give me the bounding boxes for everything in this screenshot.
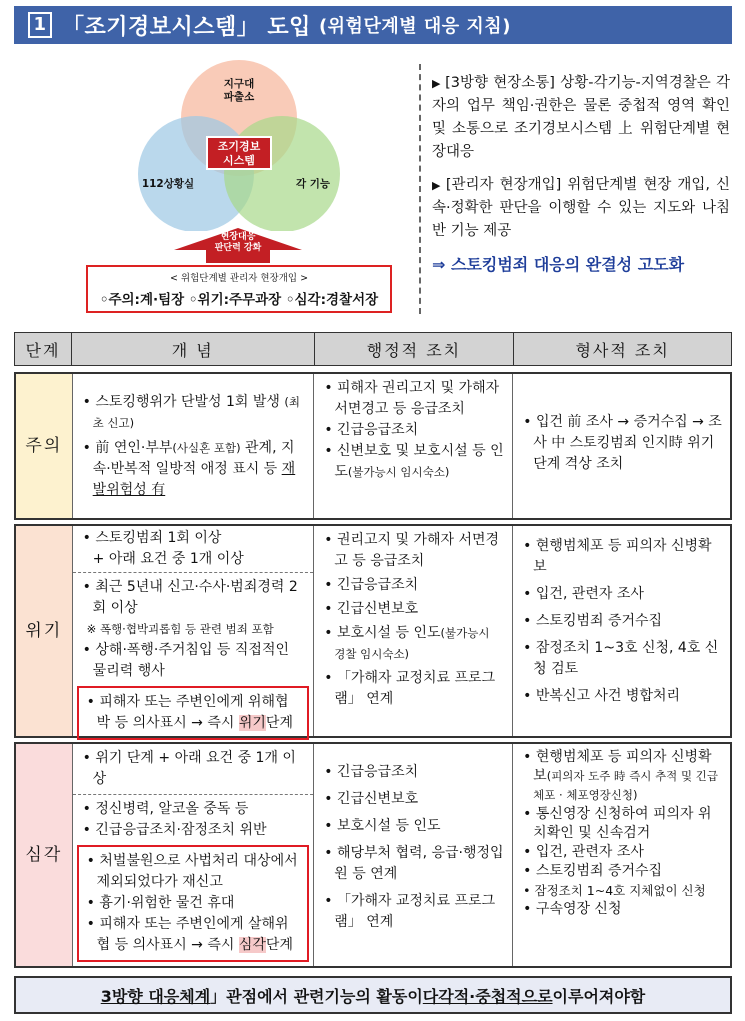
section-number: 1 xyxy=(28,12,52,38)
caution-concept xyxy=(73,374,315,518)
list-item: • 긴급응급조치 xyxy=(324,422,419,438)
list-item: • 최근 5년내 신고·수사·범죄경력 2회 이상 xyxy=(82,579,298,616)
triangle-bullet-icon: ▶ xyxy=(432,77,442,90)
list-item: • 입건, 관련자 조사 xyxy=(523,586,644,602)
overview-section xyxy=(14,56,732,318)
list-item: • 스토킹범죄 증거수집 xyxy=(523,863,663,879)
vertical-divider xyxy=(419,64,421,314)
list-item: • 피해자 권리고지 및 가해자 서면경고 등 응급조치 xyxy=(324,380,500,417)
manager-box-title: < 위험단계별 관리자 현장개입 > xyxy=(169,273,309,284)
crisis-criminal xyxy=(513,526,730,736)
stage-row-crisis xyxy=(14,524,732,738)
manager-box-levels: ◦주의:계·팀장 ◦위기:주무과장 ◦심각:경찰서장 xyxy=(99,292,379,308)
venn-center-label: 조기경보 시스템 xyxy=(206,136,272,170)
manager-intervention-box xyxy=(86,265,392,313)
section-title: 「조기경보시스템」 도입 xyxy=(62,14,311,40)
severe-threat-box xyxy=(77,845,310,962)
stage-table-header xyxy=(14,332,732,366)
list-item: • 스토킹행위가 단발성 1회 발생 (최초 신고) xyxy=(82,394,300,430)
severe-base-condition: • 위기 단계 + 아래 요건 중 1개 이상 xyxy=(82,750,296,787)
stage-row-severe xyxy=(14,742,732,968)
list-item: • 스토킹범죄 증거수집 xyxy=(523,613,663,629)
stage-label-crisis: 위기 xyxy=(16,526,73,736)
summary-banner: 3방향 대응체계 」관점에서 관련기능의 활동이 다각적·중첩적으로 이루어져야함 xyxy=(14,976,732,1014)
list-item: • 잠정조치 1~3호 신청, 4호 신청 검토 xyxy=(523,640,719,677)
section-title-bar xyxy=(14,6,732,44)
header-stage: 단계 xyxy=(15,333,72,366)
summary-emphasis: 다각적·중첩적으로 xyxy=(422,986,553,1006)
list-item: • 前 연인·부부(사실혼 포함) 관계, 지속·반복적 일방적 애정 표시 등 재발위험성 有 xyxy=(82,440,296,498)
overview-text xyxy=(432,72,730,276)
venn-label-top: 지구대 파출소 xyxy=(223,78,255,103)
list-item: • 잠정조치 1~4호 지체없이 신청 xyxy=(523,883,706,898)
list-item: • 보호시설 등 인도 xyxy=(324,818,441,834)
crisis-conditions xyxy=(73,572,314,686)
venn-label-right: 각 기능 xyxy=(295,178,331,190)
header-criminal: 형사적 조치 xyxy=(514,333,732,366)
overview-point-1: ▶ [3방향 현장소통] 상황-각기능-지역경찰은 각자의 업무 책임·권한은 물론 중첩적 영역 확인 및 소통으로 조기경보시스템 上 위험단계별 현장대응 xyxy=(432,75,730,160)
list-item: • 현행범체포 등 피의자 신병확보 xyxy=(523,538,712,575)
venn-circle-right xyxy=(224,116,340,231)
list-item: • 긴급응급조치·잠정조치 위반 xyxy=(82,822,267,838)
list-item: • 현행범체포 등 피의자 신병확보(피의자 도주 時 즉시 추적 및 긴급체포 · 체포영장신청) xyxy=(523,749,718,802)
list-item: • 「가해자 교정치료 프로그램」 연계 xyxy=(324,893,496,930)
stage-label-severe: 심각 xyxy=(16,744,73,966)
severe-criminal xyxy=(513,744,730,966)
list-item: • 반복신고 사건 병합처리 xyxy=(523,688,681,704)
header-admin: 행정적 조치 xyxy=(314,333,514,366)
severe-admin xyxy=(314,744,513,966)
list-item: • 구속영장 신청 xyxy=(523,901,622,917)
list-item: • 상해·폭행·주거침입 등 직접적인 물리력 행사 xyxy=(82,642,290,679)
stage-row-caution xyxy=(14,372,732,520)
caution-admin xyxy=(314,374,513,518)
list-item: • 정신병력, 알코올 중독 등 xyxy=(82,801,249,817)
list-item: • 권리고지 및 가해자 서면경고 등 응급조치 xyxy=(324,532,500,569)
triangle-bullet-icon: ▶ xyxy=(432,179,442,192)
caution-criminal xyxy=(513,374,730,518)
overview-point-2: ▶ [관리자 현장개입] 위험단계별 현장 개입, 신속·정확한 판단을 이행할 수 있는 지도와 나침반 기능 제공 xyxy=(432,177,730,239)
list-item: • 「가해자 교정치료 프로그램」 연계 xyxy=(324,670,496,707)
list-item: • 긴급신변보호 xyxy=(324,601,419,617)
arrow-caption: 현장대응 판단력 강화 xyxy=(214,232,262,253)
list-item: • 보호시설 등 인도(불가능시 경찰 임시숙소) xyxy=(324,625,490,661)
crisis-base-condition: • 스토킹범죄 1회 이상 + 아래 요건 중 1개 이상 xyxy=(82,530,244,567)
list-item: • 긴급응급조치 xyxy=(324,764,419,780)
list-item: • 긴급응급조치 xyxy=(324,577,419,593)
list-item: • 해당부처 협력, 응급·행정입원 등 연계 xyxy=(324,845,504,882)
list-item: • 피해자 또는 주변인에게 살해위협 등 의사표시 → 즉시 심각단계 xyxy=(86,916,293,953)
list-item: • 긴급신변보호 xyxy=(324,791,419,807)
stage-label-caution: 주의 xyxy=(16,374,73,518)
list-item: • 입건 前 조사 → 증거수집 → 조사 中 스토킹범죄 인지時 위기단계 격상 조치 xyxy=(523,414,722,472)
section-subtitle: (위험단계별 대응 지침) xyxy=(318,16,511,37)
list-item: • 신변보호 및 보호시설 등 인도(불가능시 임시숙소) xyxy=(324,443,504,480)
crisis-concept xyxy=(73,526,315,736)
crisis-note: ※ 폭행·협박괴롭힘 등 관련 범죄 포함 xyxy=(86,622,274,636)
venn-label-left: 112상황실 xyxy=(141,178,195,190)
venn-diagram xyxy=(14,56,409,318)
severe-concept xyxy=(73,744,315,966)
crisis-threat-box: • 피해자 또는 주변인에게 위해협박 등 의사표시 → 즉시 위기단계 xyxy=(77,686,310,740)
severe-conditions xyxy=(73,794,314,845)
list-item: • 처벌불원으로 사법처리 대상에서 제외되었다가 재신고 xyxy=(86,853,298,890)
summary-term: 3방향 대응체계 xyxy=(100,986,211,1006)
crisis-admin xyxy=(314,526,513,736)
overview-conclusion: ⇒ 스토킹범죄 대응의 완결성 고도화 xyxy=(432,255,685,274)
list-item: • 입건, 관련자 조사 xyxy=(523,844,644,860)
list-item: • 흉기·위험한 물건 휴대 xyxy=(86,895,235,911)
header-concept: 개 념 xyxy=(71,333,314,366)
list-item: • 통신영장 신청하여 피의자 위치확인 및 신속검거 xyxy=(523,806,712,841)
